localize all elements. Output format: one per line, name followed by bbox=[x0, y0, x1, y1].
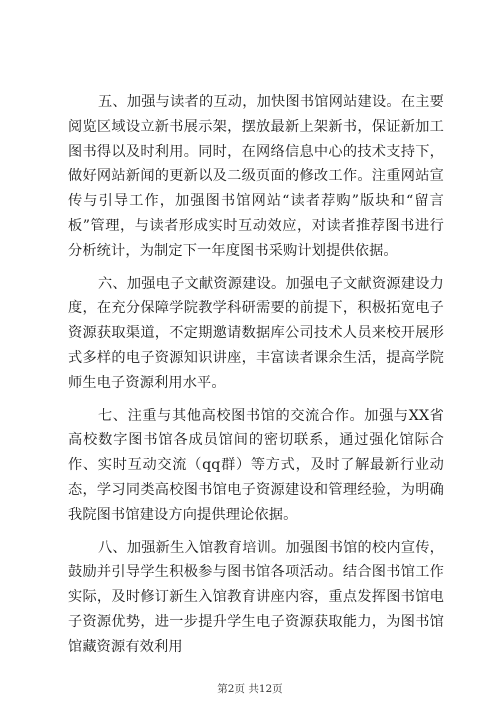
paragraph-6: 六、加强电子文献资源建设。加强电子文献资源建设力度，在充分保障学院教学科研需要的前提下，积极拓宽电子资源获取渠道，不定期邀请数据库公司技术人员来校开展形式多样的电子资源知识讲座，丰富读者课余生活，提高学院师生电子资源利用水平。 bbox=[68, 275, 444, 391]
paragraph-7: 七、注重与其他高校图书馆的交流合作。加强与XX省高校数字图书馆各成员馆间的密切联系，通过强化馆际合作、实时互动交流（qq群）等方式，及时了解最新行业动态，学习同类高校图书馆电子资源建设和管理经验，为明确我院图书馆建设方向提供理论依据。 bbox=[68, 407, 444, 523]
paragraph-5: 五、加强与读者的互动，加快图书馆网站建设。在主要阅览区域设立新书展示架，摆放最新上架新书，保证新加工图书得以及时利用。同时，在网络信息中心的技术支持下，做好网站新闻的更新以及二级页面的修改工作。注重网站宣传与引导工作，加强图书馆网站“读者荐购”版块和“留言板”管理，与读者形成实时互动效应，对读者推荐图书进行分析统计，为制定下一年度图书采购计划提供依据。 bbox=[68, 94, 444, 259]
paragraph-8: 八、加强新生入馆教育培训。加强图书馆的校内宣传，鼓励并引导学生积极参与图书馆各项活动。结合图书馆工作实际，及时修订新生入馆教育讲座内容，重点发挥图书馆电子资源优势，进一步提升学生电子资源获取能力，为图书馆馆藏资源有效利用 bbox=[68, 539, 444, 655]
document-body bbox=[68, 90, 444, 660]
page-footer: 第2页 共12页 bbox=[217, 683, 283, 695]
